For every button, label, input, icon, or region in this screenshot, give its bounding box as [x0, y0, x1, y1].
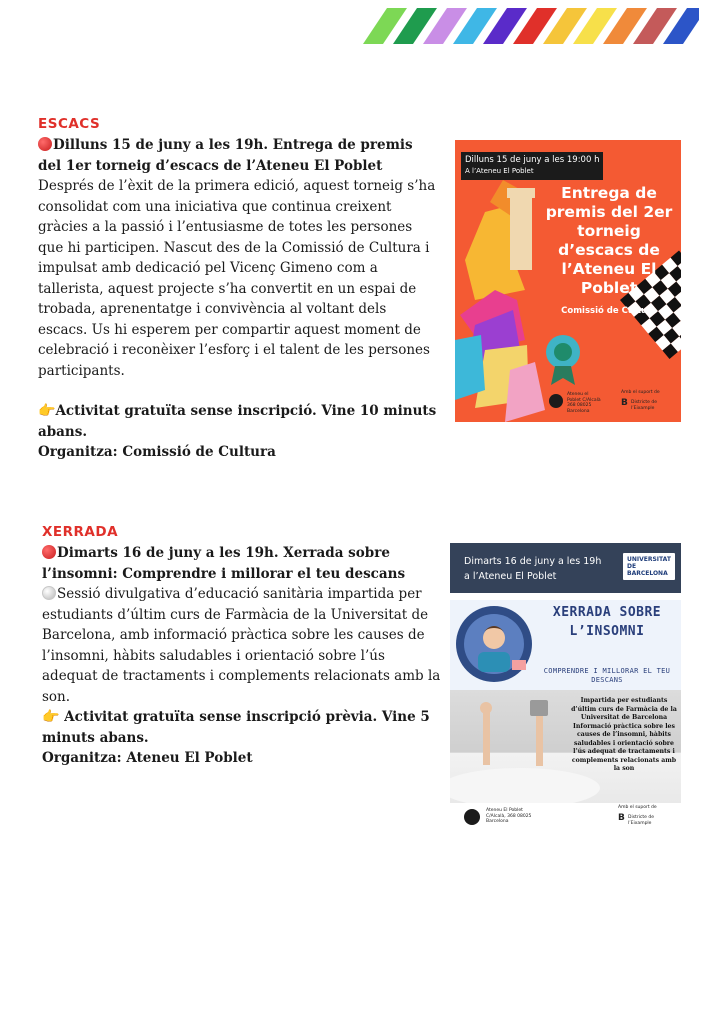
ateneu-logo-icon	[549, 394, 563, 408]
xerrada-headline-text: Dimarts 16 de juny a les 19h. Xerrada sobre l’insomni: Comprendre i millorar el teu descans	[42, 545, 406, 582]
xerrada-activity-text: Activitat gratuïta sense inscripció prèvia. Vine 5 minuts abans.	[42, 709, 430, 746]
ateneu-logo-icon	[464, 809, 480, 825]
insomnia-poster-title: XERRADA SOBRE L’INSOMNI	[552, 605, 662, 639]
pointing-hand-icon: 👉	[38, 403, 56, 419]
chess-poster-date-line1: Dilluns 15 de juny a les 19:00 h	[465, 155, 600, 165]
xerrada-activity	[42, 707, 442, 748]
chess-poster-title: Entrega de premis del 2er torneig d’escacs de l’Ateneu El Poblet	[545, 184, 673, 297]
sleepless-person-illustration	[454, 600, 544, 690]
insomnia-poster-header	[450, 543, 681, 593]
xerrada-headline	[42, 543, 442, 584]
escacs-activity	[38, 401, 438, 442]
section-title-xerrada: XERRADA	[42, 524, 119, 540]
insomnia-poster-support: Amb el suport de	[618, 805, 657, 810]
xerrada-body	[42, 584, 442, 707]
escacs-activity-text: Activitat gratuïta sense inscripció. Vine 10 minuts abans.	[38, 403, 437, 440]
escacs-headline	[38, 135, 438, 176]
insomnia-poster-subtitle: COMPRENDRE I MILLORAR EL TEU DESCANS	[543, 667, 671, 684]
escacs-body: Després de l’èxit de la primera edició, aquest torneig s’ha consolidat com una iniciativa que continua creixent gràcies a la passió i l’entusiasme de totes les persones que hi participen. Nascut des de la Comissió de Cultura i impulsat amb dedicació pel Vicenç Gimeno com a tallerista, aquest projecte s’ha convertit en un espai de trobada, aprenentatge i convivència al voltant dels escacs. Us hi esperem per compartir aquest moment de celebració i reconèixer l’esforç i el talent de les persones participants.	[38, 178, 436, 379]
insomnia-poster-date	[464, 554, 601, 584]
chess-poster-venue: Ateneu el Poblet C/Alcalà 368 08025 Barcelona	[567, 392, 601, 414]
xerrada-body-text: Sessió divulgativa d’educació sanitària impartida per estudiants d’últim curs de Farmàcia de la Universitat de Barcelona, amb informació pràctica sobre les causes de l’insomni, hàbits saludables i orientació sobre l’ús adequat de tractaments i complements relacionats amb la son.	[42, 586, 441, 705]
insomnia-poster	[450, 543, 681, 830]
university-name: UNIVERSITAT DE BARCELONA	[627, 556, 671, 577]
insomnia-poster-info: Impartida per estudiants d’últim curs de Farmàcia de la Universitat de Barcelona Informació pràctica sobre les causes de l’insomni, hàbits saludables i orientació sobre l’ús adequat de tractaments i complements relacionats amb la son	[571, 697, 677, 772]
pointing-hand-icon: 👉	[42, 709, 60, 725]
xerrada-organizer: Organitza: Ateneu El Poblet	[42, 750, 253, 766]
section-title-escacs: ESCACS	[38, 116, 101, 132]
white-dot-icon	[42, 586, 56, 600]
insomnia-poster-date-line2: a l’Ateneu El Poblet	[464, 571, 557, 582]
bed-photo	[450, 690, 681, 803]
insomnia-poster-footer	[450, 803, 681, 830]
chess-poster-date-line2: A l’Ateneu El Poblet	[465, 167, 534, 175]
escacs-section	[38, 116, 438, 463]
escacs-organizer: Organitza: Comissió de Cultura	[38, 444, 276, 460]
chess-poster	[455, 140, 681, 422]
university-logo	[623, 553, 675, 580]
red-dot-icon	[38, 137, 52, 151]
rainbow-stripes-decoration	[359, 6, 699, 46]
chess-poster-district: Districte de l’Eixample	[631, 400, 657, 411]
chess-poster-footer	[535, 374, 681, 422]
chess-poster-subtitle: Comissió de Cultura	[561, 306, 657, 316]
chess-poster-support: Amb el suport de	[621, 390, 660, 395]
escacs-headline-text: Dilluns 15 de juny a les 19h. Entrega de premis del 1er torneig d’escacs de l’Ateneu El Poblet	[38, 137, 413, 174]
insomnia-poster-district: Districte de l’Eixample	[628, 815, 654, 826]
xerrada-section	[42, 524, 442, 769]
red-dot-icon	[42, 545, 56, 559]
barcelona-b-icon: B	[621, 398, 628, 408]
insomnia-poster-date-line1: Dimarts 16 de juny a les 19h	[464, 556, 602, 567]
barcelona-b-icon: B	[618, 813, 625, 823]
chess-poster-date	[461, 152, 603, 180]
insomnia-poster-venue: Ateneu El Poblet C/Alcalà, 368 08025 Barcelona	[486, 808, 532, 824]
